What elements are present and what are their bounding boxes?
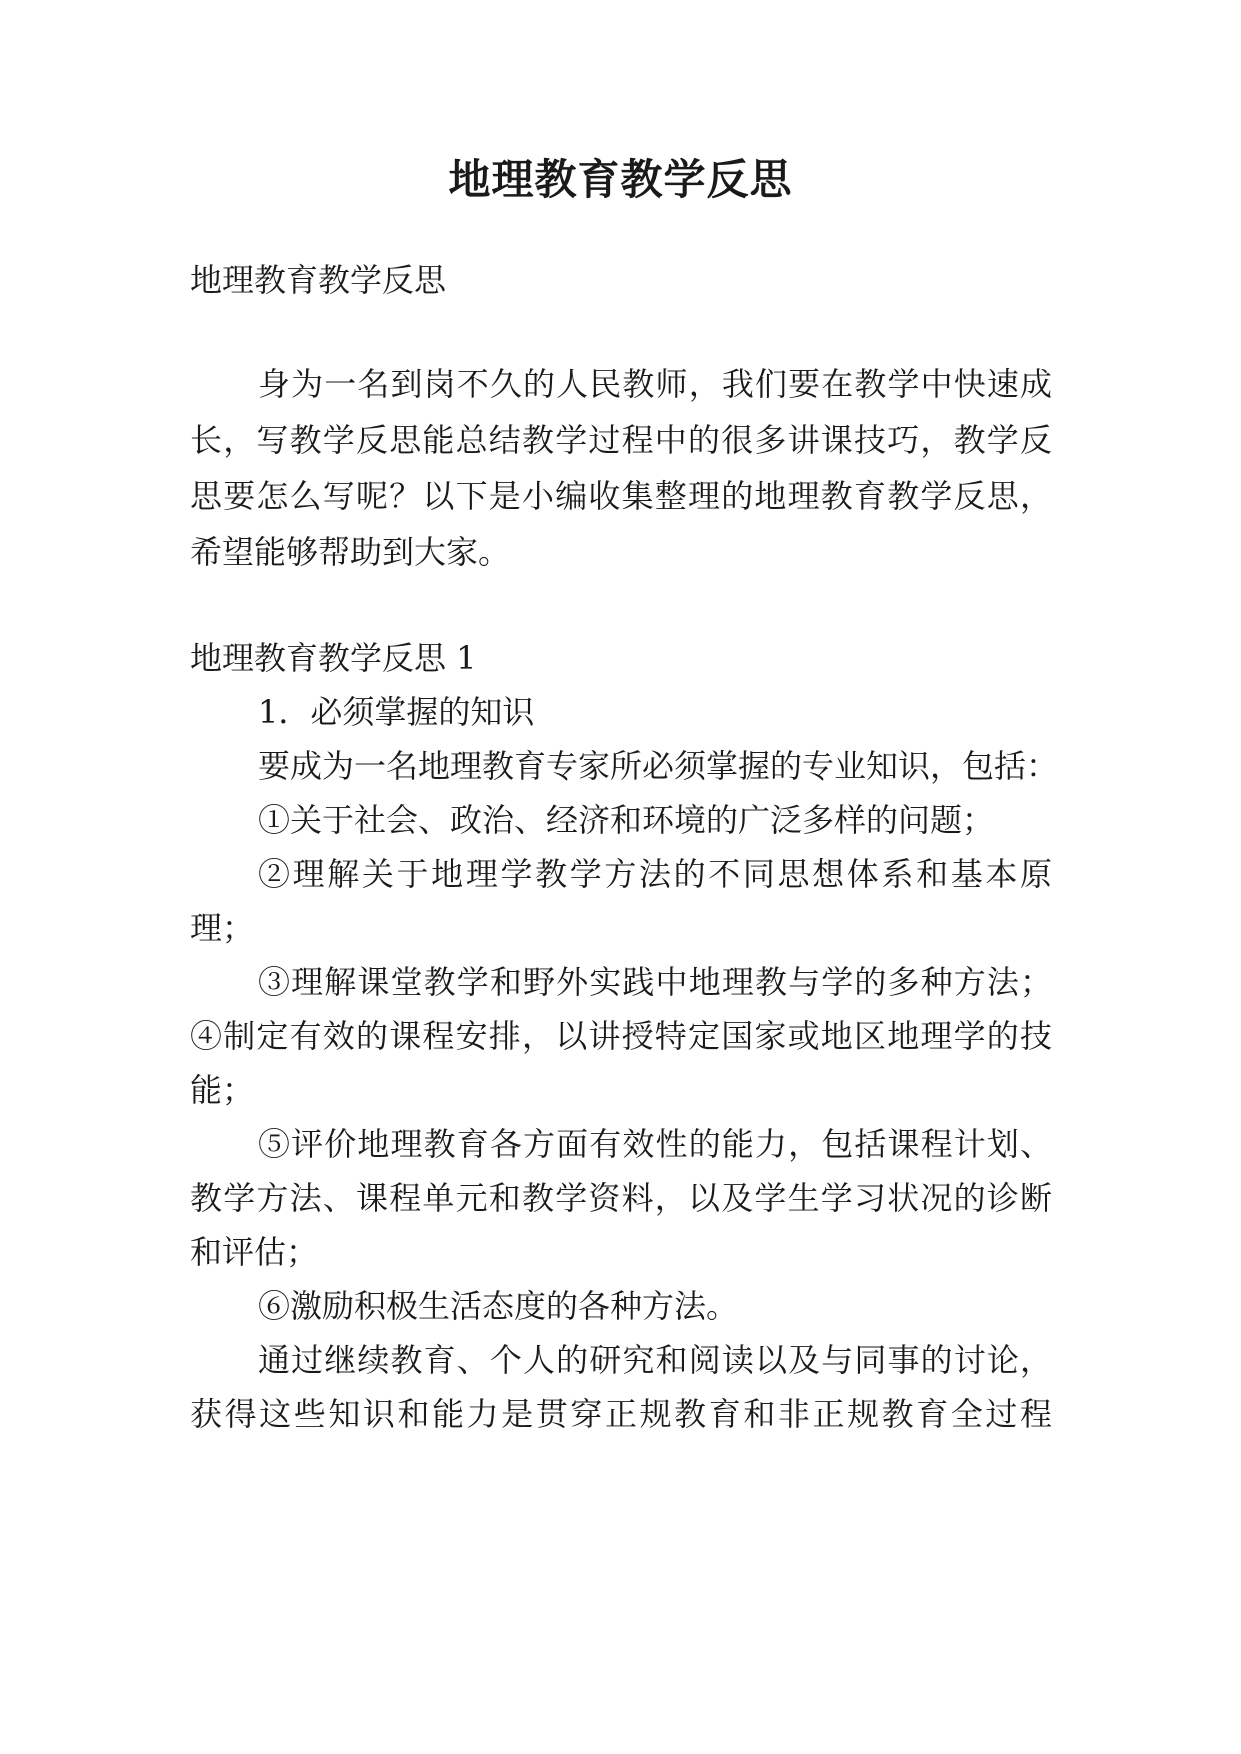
section-heading: 地理教育教学反思 1 [190, 639, 477, 677]
list-item-2-line-2: 理； [190, 909, 255, 947]
closing-line-2: 获得这些知识和能力是贯穿正规教育和非正规教育全过程 [190, 1395, 1052, 1433]
document-subtitle: 地理教育教学反思 [190, 261, 447, 299]
list-item-5-line-1: ⑤评价地理教育各方面有效性的能力，包括课程计划、 [258, 1125, 1052, 1163]
list-item-4-line-1: ④制定有效的课程安排，以讲授特定国家或地区地理学的技 [190, 1017, 1052, 1055]
intro-line-1: 身为一名到岗不久的人民教师，我们要在教学中快速成 [258, 365, 1052, 403]
intro-line-4: 希望能够帮助到大家。 [190, 533, 511, 571]
list-item-6: ⑥激励积极生活态度的各种方法。 [258, 1287, 739, 1325]
list-item-5-line-2: 教学方法、课程单元和教学资料，以及学生学习状况的诊断 [190, 1179, 1052, 1217]
closing-line-1: 通过继续教育、个人的研究和阅读以及与同事的讨论， [258, 1341, 1052, 1379]
lead-paragraph: 要成为一名地理教育专家所必须掌握的专业知识，包括： [258, 747, 1059, 785]
list-item-3: ③理解课堂教学和野外实践中地理教与学的多种方法； [258, 963, 1052, 1001]
document-title: 地理教育教学反思 [448, 155, 793, 204]
intro-line-2: 长，写教学反思能总结教学过程中的很多讲课技巧，教学反 [190, 421, 1052, 459]
list-item-5-line-3: 和评估； [190, 1233, 319, 1271]
list-item-2-line-1: ②理解关于地理学教学方法的不同思想体系和基本原 [258, 855, 1052, 893]
list-item-4-line-2: 能； [190, 1071, 255, 1109]
list-item-1: ①关于社会、政治、经济和环境的广泛多样的问题； [258, 801, 995, 839]
intro-line-3: 思要怎么写呢？以下是小编收集整理的地理教育教学反思， [190, 477, 1052, 515]
item-heading: 1．必须掌握的知识 [258, 693, 535, 731]
